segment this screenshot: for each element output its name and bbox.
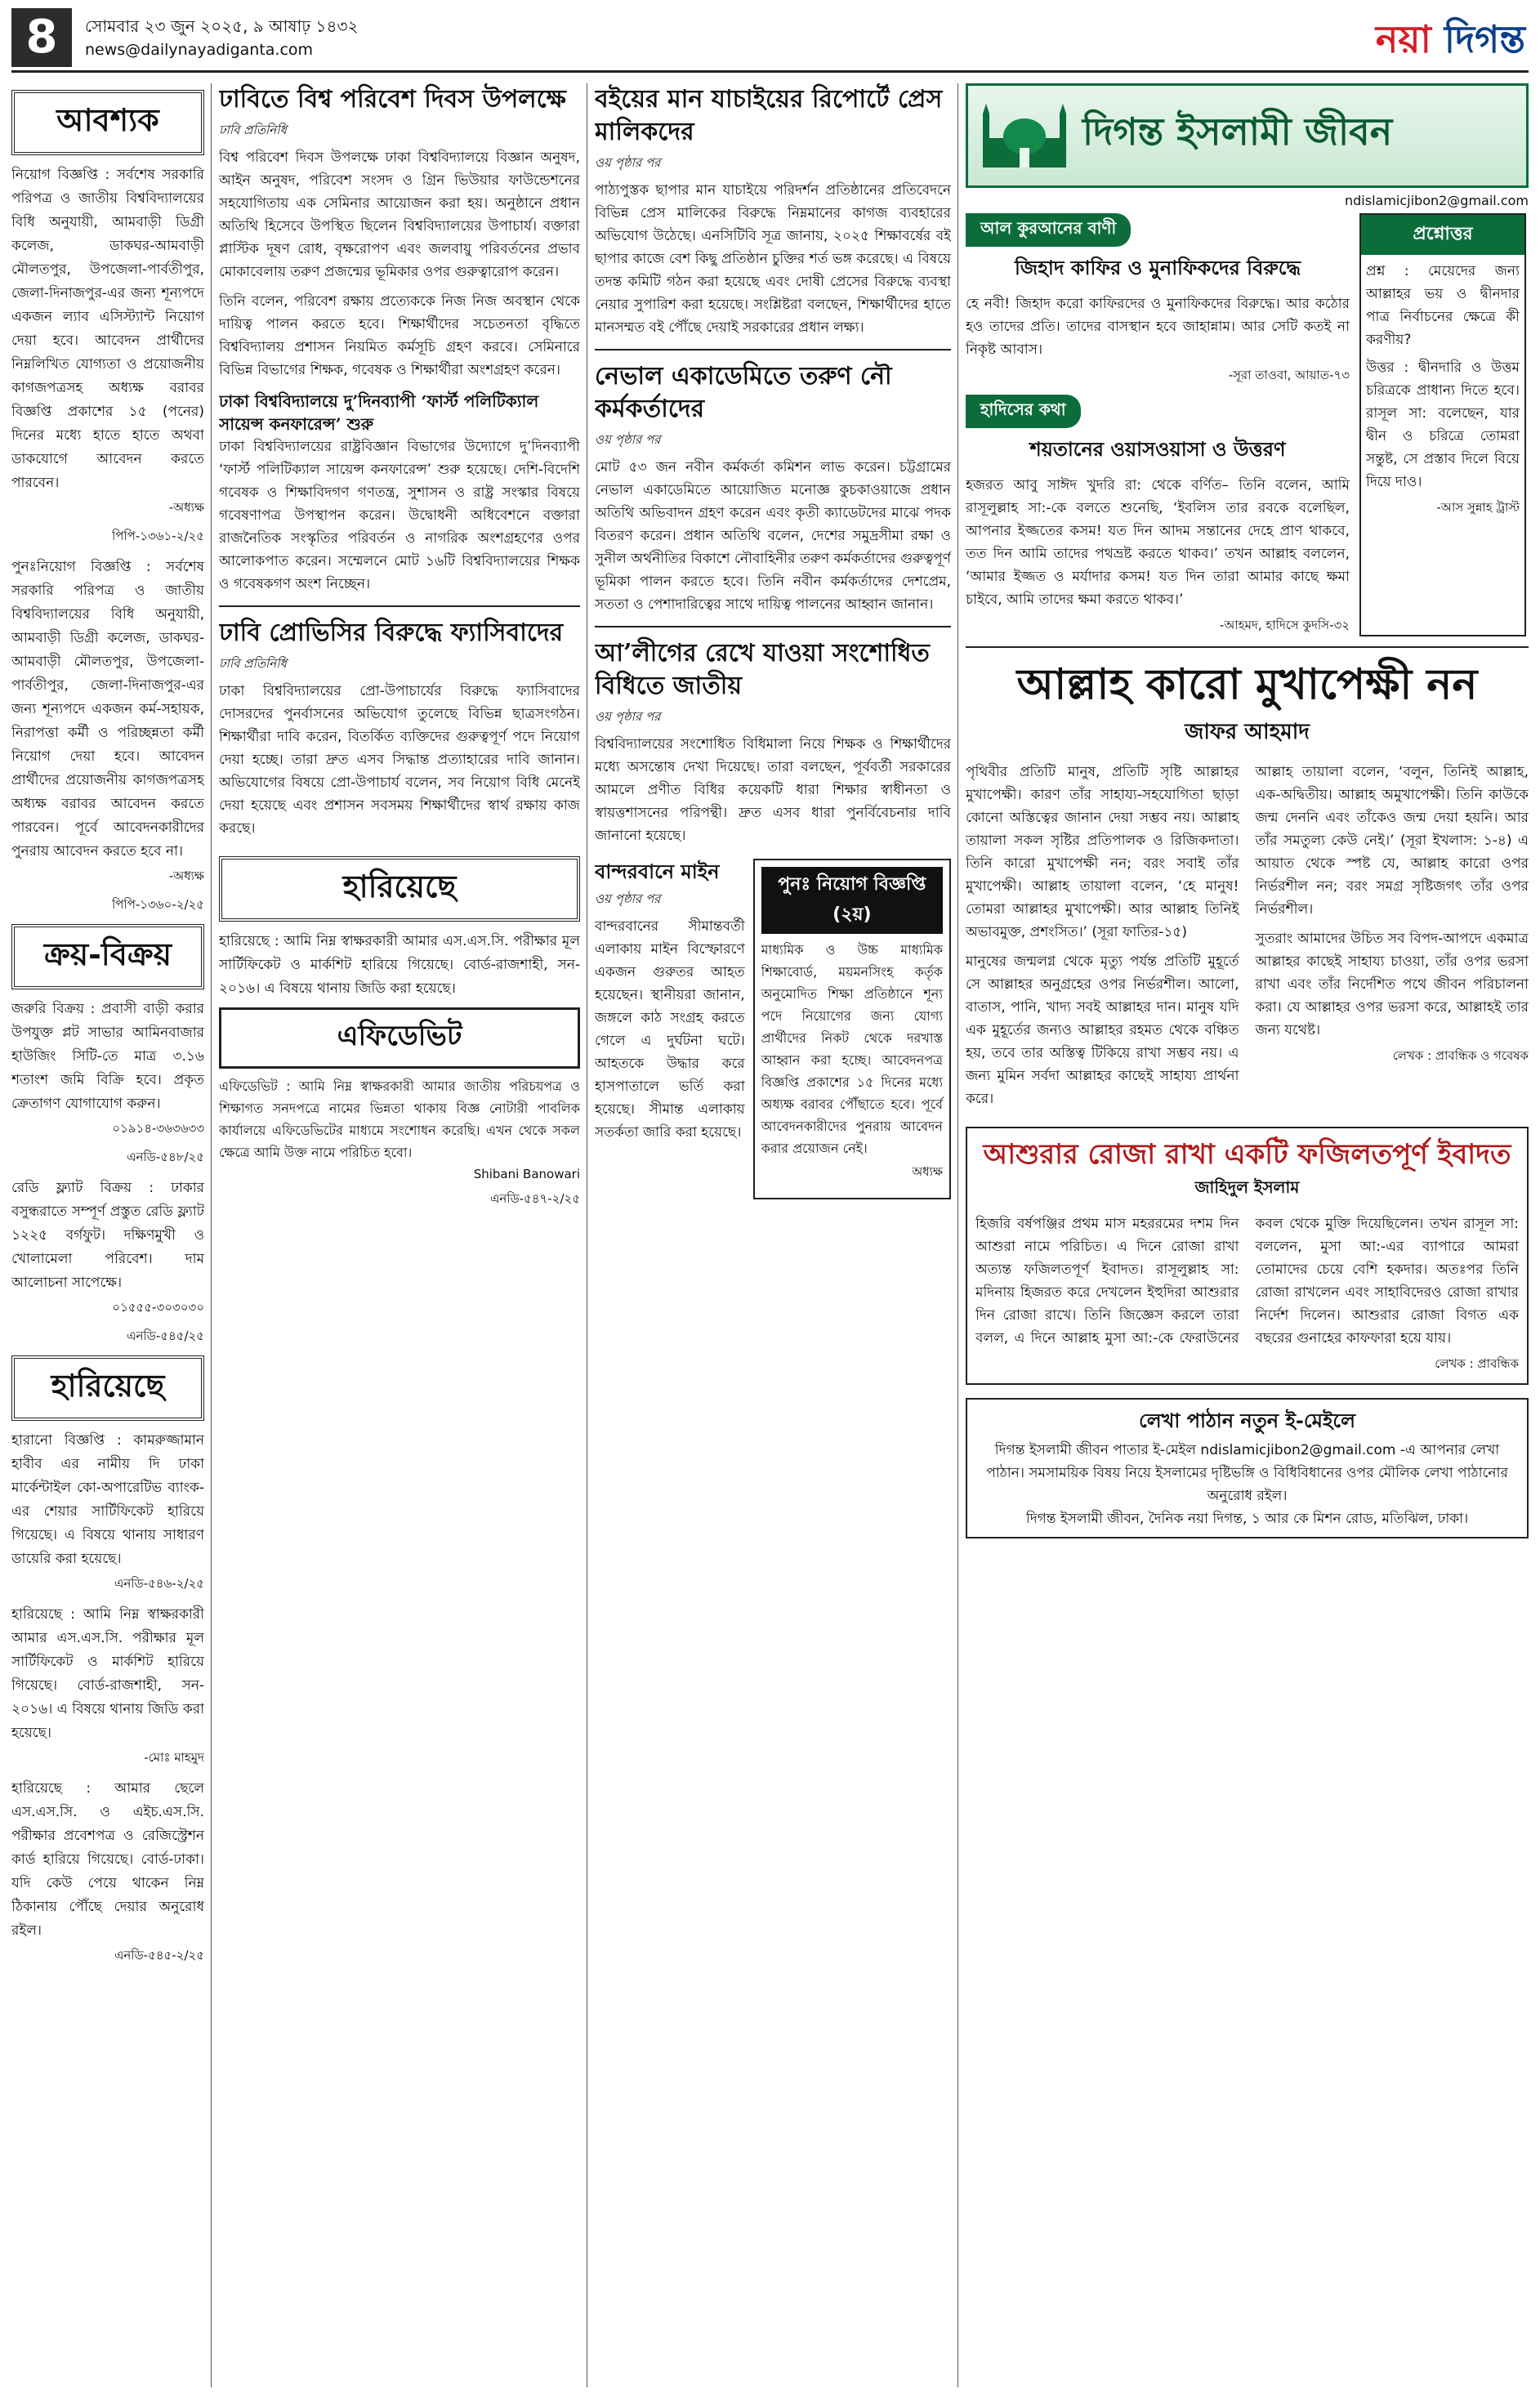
- affidavit-heading: এফিডেভিট: [219, 1007, 580, 1069]
- affidavit-name: Shibani Banowari: [473, 1167, 580, 1181]
- quran-body: হে নবী! জিহাদ করো কাফিরদের ও মুনাফিকদের বিরুদ্ধে। আর কঠোর হও তাদের প্রতি। তাদের বাসস্থান হবে জাহান্নাম। আর সেটি কতই না নিকৃষ্ট আবাস।: [966, 296, 1350, 358]
- conference-body: ঢাকা বিশ্ববিদ্যালয়ের রাষ্ট্রবিজ্ঞান বিভাগের উদ্যোগে দু’দিনব্যাপী ‘ফার্স্ট পলিটিক্যাল সায়েন্স কনফারেন্স’ শুরু হয়েছে। দেশি-বিদেশি গবেষক ও শিক্ষাবিদগণ গণতন্ত্র, সুশাসন ও রাষ্ট্র সংস্কার বিষয়ে গবেষণাপত্র উপস্থাপন করেন। উদ্বোধনী অধিবেশনে বক্তারা রাজনৈতিক সংস্কৃতির পরিবর্তন ও নাগরিক অংশগ্রহণের ওপর আলোকপাত করেন। সম্মেলনে মোট ১৬টি বিশ্ববিদ্যালয়ের শিক্ষক ও গবেষকগণ অংশ নিচ্ছেন।: [219, 439, 580, 592]
- classified-ad: হারানো বিজ্ঞপ্তি : কামরুজ্জামান হাবীব এর নামীয় দি ঢাকা মার্কেন্টাইল কো-অপারেটিভ ব্যাংক-এর শেয়ার সার্টিফিকেট হারিয়ে গিয়েছে। এ বিষয়ে থানায় সাধারণ ডায়েরি করা হয়েছে।: [11, 1432, 204, 1567]
- main-author: জাফর আহমাদ: [1185, 720, 1310, 744]
- awamileague-dateline: ওয় পৃষ্ঠার পর: [595, 709, 661, 724]
- classified-signature: -অধ্যক্ষ: [168, 869, 204, 883]
- islamic-section: [966, 83, 1529, 2387]
- recruitment-sign: অধ্যক্ষ: [912, 1164, 943, 1179]
- kroy-bikroy-heading: ক্রয়-বিক্রয়: [11, 924, 204, 989]
- classified-code: পিপি-১৩৬০-২/২৫: [111, 897, 204, 912]
- footer-address: দিগন্ত ইসলামী জীবন, দৈনিক নয়া দিগন্ত, ১ আর কে মিশন রোড, মতিঝিল, ঢাকা।: [1025, 1511, 1469, 1527]
- islamic-title: দিগন্ত ইসলামী জীবন: [1082, 109, 1393, 154]
- islamic-top-row: [966, 213, 1529, 636]
- proctor-headline[interactable]: ঢাবি প্রোভিসির বিরুদ্ধে ফ্যাসিবাদের: [219, 618, 564, 647]
- main-sign: লেখক : প্রাবন্ধিক ও গবেষক: [1392, 1048, 1529, 1063]
- affidavit-code: এনডি-৫৪৭-২/২৫: [489, 1191, 580, 1206]
- mosque-icon: [980, 97, 1069, 171]
- main-article-body: [966, 761, 1529, 1110]
- page-number: 8: [11, 8, 72, 67]
- bandarban-article: [595, 859, 745, 1199]
- main-body: সুতরাং আমাদের উচিত সব বিপদ-আপদে একমাত্র আল্লাহর কাছেই সাহায্য চাওয়া, তাঁর ওপর ভরসা রাখা এবং তাঁর নির্দেশিত পথে জীবন পরিচালনা করা। যে আল্লাহর ওপর ভরসা করে, আল্লাহই তার জন্য যথেষ্ট।: [1255, 931, 1529, 1038]
- news-column-left: [219, 83, 580, 2387]
- quran-hadith-block: [966, 213, 1350, 636]
- page-email[interactable]: news@dailynayadiganta.com: [85, 41, 314, 59]
- main-body: মানুষের জন্মলগ্ন থেকে মৃত্যু পর্যন্ত প্রতিটি মুহূর্তে সে আল্লাহর অনুগ্রহের ওপর নির্ভরশীল। আলো, বাতাস, পানি, খাদ্য সবই আল্লাহর দান। মানুষ যদি এক মুহূর্তের জন্যও আল্লাহর রহমত থেকে বঞ্চিত হয়, তবে তার অস্তিত্ব টিকিয়ে রাখা সম্ভব নয়। এ জন্য মুমিন সর্বদা আল্লাহর কাছেই সাহায্য প্রার্থনা করে।: [966, 953, 1239, 1107]
- environment-body: তিনি বলেন, পরিবেশ রক্ষায় প্রত্যেককে নিজ নিজ অবস্থান থেকে দায়িত্ব পালন করতে হবে। শিক্ষার্থীদের সচেতনতা বৃদ্ধিতে বিশ্ববিদ্যালয় প্রশাসন নিয়মিত কর্মসূচি গ্রহণ করবে। সেমিনারে বিভিন্ন বিভাগের শিক্ষক, গবেষক ও শিক্ষার্থীরা অংশগ্রহণ করেন।: [219, 293, 580, 378]
- column-divider: [957, 83, 958, 2387]
- quran-title: জিহাদ কাফির ও মুনাফিকদের বিরুদ্ধে: [1014, 257, 1301, 279]
- islamic-footer: [966, 1398, 1529, 1538]
- environment-dateline: ঢাবি প্রতিনিধি: [219, 123, 287, 137]
- navy-body: মোট ৫৩ জন নবীন কর্মকর্তা কমিশন লাভ করেন। চট্টগ্রামের নেভাল একাডেমিতে আয়োজিত মনোজ্ঞ কুচকাওয়াজে প্রধান অতিথি অভিবাদন গ্রহণ করেন এবং কৃতী ক্যাডেটদের মাঝে পদক বিতরণ করেন। প্রধান অতিথি বলেন, দেশের সমুদ্রসীমা রক্ষা ও সুনীল অর্থনীতির বিকাশে নৌবাহিনীর তরুণ কর্মকর্তাদের গুরুত্বপূর্ণ ভূমিকা পালন করতে হবে। তিনি নবীন কর্মকর্তাদের দেশপ্রেম, সততা ও পেশাদারিত্বের সাথে দায়িত্ব পালনের আহ্বান জানান।: [595, 459, 951, 613]
- proctor-body: ঢাকা বিশ্ববিদ্যালয়ের প্রো-উপাচার্যের বিরুদ্ধে ফ্যাসিবাদের দোসরদের পুনর্বাসনের অভিযোগ তুলেছে বিভিন্ন ছাত্রসংগঠন। শিক্ষার্থীরা দাবি করেন, বিতর্কিত ব্যক্তিদের গুরুত্বপূর্ণ পদে নিয়োগ দেয়া হচ্ছে। তারা দ্রুত এসব সিদ্ধান্ত প্রত্যাহারের দাবি জানান। অভিযোগের বিষয়ে প্রো-উপাচার্য বলেন, সব নিয়োগ বিধি মেনেই দেয়া হয়েছে এবং প্রশাসন সবসময় শিক্ষার্থীদের স্বার্থ রক্ষায় কাজ করছে।: [219, 683, 580, 837]
- awamileague-headline[interactable]: আ’লীগের রেখে যাওয়া সংশোধিত বিধিতে জাতীয়: [595, 639, 930, 700]
- classified-ad: হারিয়েছে : আমার ছেলে এস.এস.সি. ও এইচ.এস.সি. পরীক্ষার প্রবেশপত্র ও রেজিস্ট্রেশন কার্ড হারিয়ে গিয়েছে। বোর্ড-ঢাকা। যদি কেউ পেয়ে থাকেন নিম্ন ঠিকানায় পৌঁছে দেয়ার অনুরোধ রইল।: [11, 1780, 204, 1939]
- classified-ad: হারিয়েছে : আমি নিম্ন স্বাক্ষরকারী আমার এস.এস.সি. পরীক্ষার মূল সার্টিফিকেট ও মার্কশিট হারিয়ে গিয়েছে। বোর্ড-রাজশাহী, সন- ২০১৬। এ বিষয়ে থানায় জিডি করা হয়েছে।: [11, 1606, 204, 1741]
- classified-ad: পুনঃনিয়োগ বিজ্ঞপ্তি : সর্বশেষ সরকারি পরিপত্র ও জাতীয় বিশ্ববিদ্যালয়ের বিধি অনুযায়ী, আমবাড়ী ডিগ্রী কলেজ, ডাকঘর-আমবাড়ী মৌলতপুর, উপজেলা-পার্বতীপুর, জেলা-দিনাজপুর-এর জন্য শূন্যপদে একজন কর্ম-সহায়ক, নিরাপত্তা কর্মী ও পরিচ্ছন্নতা কর্মী নিয়োগ দেয়া হবে। আবেদন প্রার্থীদের প্রয়োজনীয় কাগজপত্রসহ অধ্যক্ষ বরাবর আবেদন করতে পারবেন। পূর্বে আবেদনকারীদের পুনরায় আবেদন করতে হবে না।: [11, 559, 204, 860]
- page-date: সোমবার ২৩ জুন ২০২৫, ৯ আষাঢ় ১৪৩২: [85, 16, 359, 36]
- recruitment-heading: পুনঃ নিয়োগ বিজ্ঞপ্তি (২য়): [761, 867, 943, 934]
- section-rule: [595, 626, 951, 627]
- section-rule: [966, 646, 1529, 648]
- navy-headline[interactable]: নেভাল একাডেমিতে তরুণ নৌ কর্মকর্তাদের: [595, 362, 892, 423]
- books-body: পাঠ্যপুস্তক ছাপার মান যাচাইয়ে পরিদর্শন প্রতিষ্ঠানের প্রতিবেদনে বিভিন্ন প্রেস মালিকের বিরুদ্ধে নিম্নমানের কাগজ ব্যবহারের অভিযোগ উঠেছে। এনসিটিবি সূত্র জানায়, ২০২৫ শিক্ষাবর্ষের বই ছাপার কাজে বেশ কিছু প্রতিষ্ঠান চুক্তির শর্ত ভঙ্গ করেছে। এ বিষয়ে তদন্ত কমিটি গঠন করা হয়েছে এবং দোষী প্রেসের বিরুদ্ধে ব্যবস্থা নেয়ার সুপারিশ করা হয়েছে। সংশ্লিষ্টরা বলছেন, শিক্ষার্থীদের হাতে মানসম্মত বই পৌঁছে দেয়াই সরকারের প্রধান লক্ষ্য।: [595, 182, 951, 336]
- bandarban-body: বান্দরবানের সীমান্তবর্তী এলাকায় মাইন বিস্ফোরণে একজন গুরুতর আহত হয়েছেন। স্থানীয়রা জানান, জঙ্গলে কাঠ সংগ্রহ করতে গেলে এ দুর্ঘটনা ঘটে। আহতকে উদ্ধার করে হাসপাতালে ভর্তি করা হয়েছে। সীমান্ত এলাকায় সতর্কতা জারি করা হয়েছে।: [595, 918, 745, 1141]
- classified-phone: ০১৫৫৫-৩০৩০৩০: [112, 1300, 204, 1315]
- ashura-article: [966, 1127, 1529, 1385]
- footer-text: দিগন্ত ইসলামী জীবন পাতার ই-মেইল ndislamicjibon2@gmail.com -এ আপনার লেখা পাঠান। সমসাময়িক বিষয় নিয়ে ইসলামের দৃষ্টিভঙ্গি ও বিধিবিধানের ওপর মৌলিক লেখা পাঠানোর অনুরোধ রইল।: [986, 1442, 1508, 1504]
- classified-signature: -অধ্যক্ষ: [168, 500, 204, 515]
- environment-body: বিশ্ব পরিবেশ দিবস উপলক্ষে ঢাকা বিশ্ববিদ্যালয়ে বিজ্ঞান অনুষদ, আইন অনুষদ, পরিবেশ সংসদ ও গ্রিন ভিউয়ার ফাউন্ডেশনের সহযোগিতায় এক সেমিনার আয়োজন করা হয়। অনুষ্ঠানে প্রধান অতিথি হিসেবে উপস্থিত ছিলেন বিশ্ববিদ্যালয়ের উপাচার্য। বক্তারা প্লাস্টিক দূষণ রোধ, বৃক্ষরোপণ এবং জলবায়ু পরিবর্তনের প্রভাব মোকাবেলায় তরুণ প্রজন্মের ভূমিকার ওপর গুরুত্বারোপ করেন।: [219, 150, 580, 280]
- page-header: [11, 8, 1529, 73]
- environment-headline[interactable]: ঢাবিতে বিশ্ব পরিবেশ দিবস উপলক্ষে: [219, 85, 566, 114]
- news-column-center: [595, 83, 951, 2387]
- classified-code: এনডি-৫৪৫-২/২৫: [114, 1948, 204, 1963]
- hadith-title: শয়তানের ওয়াসওয়াসা ও উত্তরণ: [1029, 438, 1286, 461]
- harano-heading-2: হারিয়েছে: [219, 856, 580, 922]
- section-rule: [595, 349, 951, 351]
- ashura-headline[interactable]: আশুরার রোজা রাখা একটি ফজিলতপূর্ণ ইবাদত: [983, 1138, 1511, 1171]
- navy-dateline: ওয় পৃষ্ঠার পর: [595, 432, 661, 447]
- affidavit-text: এফিডেভিট : আমি নিম্ন স্বাক্ষরকারী আমার জাতীয় পরিচয়পত্র ও শিক্ষাগত সনদপত্রে নামের ভিন্নতা থাকায় বিজ্ঞ নোটারী পাবলিক কার্যালয়ে এফিডেভিটের মাধ্যমে সংশোধন করেছি। এখন থেকে সকল ক্ষেত্রে আমি উক্ত নামে পরিচিত হবো।: [219, 1078, 580, 1160]
- ashura-body: হিজরি বর্ষপঞ্জির প্রথম মাস মহররমের দশম দিন আশুরা নামে পরিচিত। এ দিনে রোজা রাখা অত্যন্ত ফজিলতপূর্ণ ইবাদত। রাসূলুল্লাহ সা: মদিনায় হিজরত করে দেখলেন ইহুদিরা আশুরার দিন রোজা রাখে। তিনি জিজ্ঞেস করলে তারা বলল, এ দিনে আল্লাহ মুসা আ:-কে ফেরাউনের কবল থেকে মুক্তি দিয়েছিলেন। তখন রাসূল সা: বললেন, মুসা আ:-এর ব্যাপারে আমরা তোমাদের চেয়ে বেশি হকদার। অতঃপর তিনি রোজা রাখলেন এবং সাহাবিদেরও রোজা রাখার নির্দেশ দিলেন। আশুরার রোজা বিগত এক বছরের গুনাহের কাফফারা হয়ে যায়।: [975, 1216, 1519, 1346]
- main-headline[interactable]: আল্লাহ কারো মুখাপেক্ষী নন: [1016, 659, 1478, 709]
- ashura-author: জাহিদুল ইসলাম: [1194, 1177, 1300, 1197]
- books-dateline: ওয় পৃষ্ঠার পর: [595, 155, 661, 170]
- quran-label: আল কুরআনের বাণী: [966, 213, 1131, 247]
- qa-heading: প্রশ্নোত্তর: [1361, 215, 1524, 255]
- main-body: পৃথিবীর প্রতিটি মানুষ, প্রতিটি সৃষ্টি আল্লাহর মুখাপেক্ষী। কারণ তাঁর সাহায্য-সহযোগিতা ছাড়া কোনো অস্তিত্বের জানান দেয়া সম্ভব নয়। আল্লাহ তায়ালা সকল সৃষ্টির প্রতিপালক ও রিজিকদাতা। তিনি কারো মুখাপেক্ষী নন; বরং সবাই তাঁর মুখাপেক্ষী। আল্লাহ তায়ালা বলেন, ‘হে মানুষ! তোমরা আল্লাহর মুখাপেক্ষী। আর আল্লাহ তিনিই অভাবমুক্ত, প্রশংসিত।’ (সূরা ফাতির-১৫): [966, 764, 1239, 940]
- qa-sign: -আস সুন্নাহ ট্রাস্ট: [1436, 500, 1520, 515]
- masthead-part-b: দিগন্ত: [1444, 17, 1525, 61]
- classified-ad: নিয়োগ বিজ্ঞপ্তি : সর্বশেষ সরকারি পরিপত্র ও জাতীয় বিশ্ববিদ্যালয়ের বিধি অনুযায়ী, আমবাড়ী ডিগ্রী কলেজ, ডাকঘর-আমবাড়ী মৌলতপুর, উপজেলা-পার্বতীপুর, জেলা-দিনাজপুর-এর জন্য শূন্যপদে একজন ল্যাব এসিস্ট্যান্ট নিয়োগ দেয়া হবে। আবেদন প্রার্থীদের নিম্নলিখিত যোগ্যতা ও প্রয়োজনীয় কাগজপত্রসহ অধ্যক্ষ বরাবর বিজ্ঞপ্তি প্রকাশের ১৫ (পনের) দিনের মধ্যে হাতে হাতে অথবা ডাকযোগে আবেদন করতে পারবেন।: [11, 167, 204, 491]
- harano-heading: হারিয়েছে: [11, 1355, 204, 1421]
- classified-signature: -মোঃ মাহমুদ: [144, 1750, 204, 1765]
- classified-ad: হারিয়েছে : আমি নিম্ন স্বাক্ষরকারী আমার এস.এস.সি. পরীক্ষার মূল সার্টিফিকেট ও মার্কশিট হারিয়ে গিয়েছে। বোর্ড-রাজশাহী, সন- ২০১৬। এ বিষয়ে থানায় জিডি করা হয়েছে।: [219, 933, 580, 997]
- conference-headline[interactable]: ঢাকা বিশ্ববিদ্যালয়ে দু’দিনব্যাপী ‘ফার্স্ট পলিটিক্যাল সায়েন্স কনফারেন্স’ শুরু: [219, 391, 539, 434]
- awashyak-heading: আবশ্যক: [11, 90, 204, 155]
- hadith-label: হাদিসের কথা: [966, 395, 1081, 428]
- classified-code: এনডি-৫৪৬-২/২৫: [114, 1576, 204, 1591]
- classifieds-column: [11, 83, 204, 2387]
- recruitment-text: মাধ্যমিক ও উচ্চ মাধ্যমিক শিক্ষাবোর্ড, ময়মনসিংহ কর্তৃক অনুমোদিত শিক্ষা প্রতিষ্ঠানে শূন্য পদে নিয়োগের জন্য যোগ্য প্রার্থীদের নিকট থেকে দরখাস্ত আহ্বান করা হচ্ছে। আবেদনপত্র বিজ্ঞপ্তি প্রকাশের ১৫ দিনের মধ্যে অধ্যক্ষ বরাবর পৌঁছাতে হবে। পূর্বে আবেদনকারীদের পুনরায় আবেদন করার প্রয়োজন নেই।: [761, 942, 943, 1156]
- classified-code: এনডি-৫৪৮/২৫: [127, 1150, 204, 1164]
- qa-box: [1359, 213, 1526, 636]
- recruitment-ad: [753, 859, 951, 1199]
- bottom-split: [595, 859, 951, 1199]
- column-divider: [211, 83, 212, 2387]
- bandarban-dateline: ওয় পৃষ্ঠার পর: [595, 891, 661, 906]
- footer-title: লেখা পাঠান নতুন ই-মেইলে: [1139, 1409, 1355, 1432]
- hadith-body: হজরত আবু সাঈদ খুদরি রা: থেকে বর্ণিত– তিনি বলেন, আমি রাসূলুল্লাহ সা:-কে বলতে শুনেছি, ‘ইবলিস তার রবকে বলেছিল, আপনার ইজ্জতের কসম! যত দিন আদম সন্তানের দেহে প্রাণ থাকবে, তত দিন আমি তাদের পথভ্রষ্ট করতে থাকব।’ তখন আল্লাহ বললেন, ‘আমার ইজ্জত ও মর্যাদার কসম! যত দিন তারা আমার কাছে ক্ষমা চাইবে, আমি তাদের ক্ষমা করতে থাকব।’: [966, 477, 1350, 608]
- hadith-ref: -আহমদ, হাদিসে কুদসি-৩২: [1219, 618, 1350, 632]
- bandarban-headline[interactable]: বান্দরবানে মাইন: [595, 860, 720, 883]
- masthead-logo: [1376, 11, 1525, 74]
- main-body: আল্লাহ তায়ালা বলেন, ‘বলুন, তিনিই আল্লাহ, এক-অদ্বিতীয়। আল্লাহ অমুখাপেক্ষী। তিনি কাউকে জন্ম দেননি এবং তাঁকেও জন্ম দেয়া হয়নি। আর তাঁর সমতুল্য কেউ নেই।’ (সূরা ইখলাস: ১-৪) এ আয়াত থেকে স্পষ্ট যে, আল্লাহ কারো ওপর নির্ভরশীল নন; বরং সমগ্র সৃষ্টিজগৎ তাঁর ওপর নির্ভরশীল।: [1255, 764, 1529, 918]
- awamileague-body: বিশ্ববিদ্যালয়ের সংশোধিত বিধিমালা নিয়ে শিক্ষক ও শিক্ষার্থীদের মধ্যে অসন্তোষ দেখা দিয়েছে। তারা বলছেন, পূর্ববর্তী সরকারের আমলে প্রণীত বিধির কয়েকটি ধারা শিক্ষার স্বাধীনতা ও স্বায়ত্তশাসনের পরিপন্থী। দ্রুত এসব ধারা পুনর্বিবেচনার দাবি জানানো হয়েছে।: [595, 736, 951, 844]
- classified-code: পিপি-১৩৬১-২/২৫: [111, 529, 204, 543]
- islamic-email[interactable]: ndislamicjibon2@gmail.com: [1344, 193, 1529, 208]
- quran-ref: -সূরা তাওবা, আয়াত-৭৩: [1228, 368, 1350, 382]
- classified-ad: রেডি ফ্ল্যাট বিক্রয় : ঢাকার বসুন্ধরাতে সম্পূর্ণ প্রস্তুত রেডি ফ্ল্যাট ১২২৫ বর্গফুট। দক্ষিণমুখী ও খোলামেলা পরিবেশ। দাম আলোচনা সাপেক্ষে।: [11, 1180, 204, 1291]
- classified-code: এনডি-৫৪৫/২৫: [127, 1329, 204, 1343]
- classified-ad: জরুরি বিক্রয় : প্রবাসী বাড়ী করার উপযুক্ত প্লট সাভার আমিনবাজার হাউজিং সিটি-তে মাত্র ৩.১৬ শতাংশ জমি বিক্রি হবে। প্রকৃত ক্রেতাগণ যোগাযোগ করুন।: [11, 1001, 204, 1112]
- qa-question: প্রশ্ন : মেয়েদের জন্য আল্লাহর ভয় ও দ্বীনদার পাত্র নির্বাচনের ক্ষেত্রে কী করণীয়?: [1366, 263, 1520, 348]
- ashura-sign: লেখক : প্রাবন্ধিক: [1435, 1356, 1519, 1371]
- section-rule: [219, 605, 580, 607]
- proctor-dateline: ঢাবি প্রতিনিধি: [219, 656, 287, 671]
- books-headline[interactable]: বইয়ের মান যাচাইয়ের রিপোর্টে প্রেস মালিকদের: [595, 85, 943, 146]
- masthead-part-a: নয়া: [1375, 17, 1431, 61]
- qa-answer: উত্তর : দ্বীনদারি ও উত্তম চরিত্রকে প্রাধান্য দিতে হবে। রাসূল সা: বলেছেন, যার দ্বীন ও চরিত্রে তোমরা সন্তুষ্ট, সে প্রস্তাব দিলে বিয়ে দিয়ে দাও।: [1366, 359, 1520, 490]
- classified-phone: ০১৯১৪-৩৬৩৬৩৩: [112, 1121, 204, 1136]
- islamic-banner: [966, 83, 1529, 188]
